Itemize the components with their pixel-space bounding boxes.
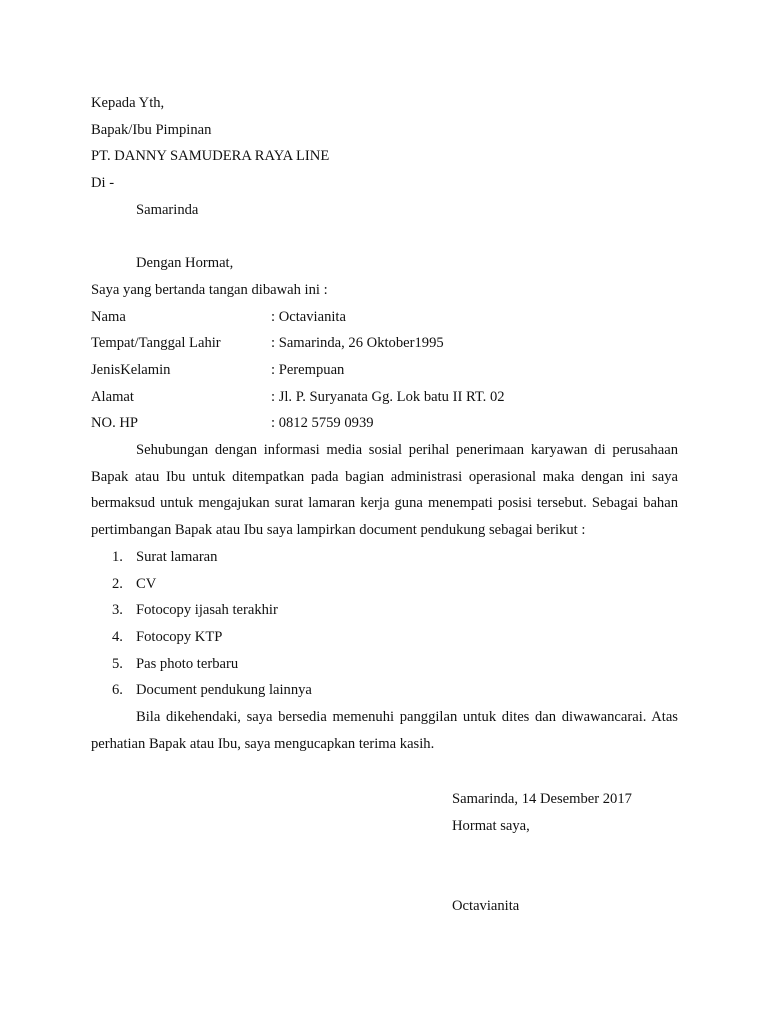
recipient-location-prefix: Di -	[91, 175, 115, 191]
field-label-birth: Tempat/Tanggal Lahir	[91, 335, 221, 351]
closing-paragraph: Bila dikehendaki, saya bersedia memenuhi panggilan untuk dites dan diwawancarai. Atas perhatian Bapak atau Ibu, saya mengucapkan terima kasih.	[91, 709, 678, 752]
signature-regards: Hormat saya,	[452, 818, 530, 834]
list-item-text: CV	[136, 575, 157, 592]
field-value-birth: : Samarinda, 26 Oktober1995	[271, 335, 444, 351]
field-value-address: : Jl. P. Suryanata Gg. Lok batu II RT. 02	[271, 389, 505, 405]
list-item-text: Document pendukung lainnya	[136, 682, 312, 699]
field-value-nama: : Octavianita	[271, 309, 346, 325]
list-item-text: Pas photo terbaru	[136, 655, 239, 672]
recipient-company: PT. DANNY SAMUDERA RAYA LINE	[91, 148, 330, 164]
list-item-number: 5.	[112, 655, 123, 672]
signature-name: Octavianita	[452, 898, 520, 914]
field-value-gender: : Perempuan	[271, 362, 345, 378]
list-item-number: 2.	[112, 575, 123, 592]
field-label-nama: Nama	[91, 309, 126, 325]
recipient-salutation: Kepada Yth,	[91, 95, 165, 111]
recipient-city: Samarinda	[136, 202, 199, 218]
field-value-phone: : 0812 5759 0939	[271, 415, 374, 431]
field-label-gender: JenisKelamin	[91, 362, 171, 378]
list-item-text: Fotocopy KTP	[136, 629, 223, 646]
recipient-title: Bapak/Ibu Pimpinan	[91, 122, 212, 138]
greeting: Dengan Hormat,	[136, 255, 234, 271]
list-item-text: Surat lamaran	[136, 549, 218, 565]
list-item-number: 6.	[112, 682, 123, 699]
body-paragraph: Sehubungan dengan informasi media sosial perihal penerimaan karyawan di perusahaan Bapak atau Ibu untuk ditempatkan pada bagian administrasi operasional maka dengan ini saya bermaksud untuk mengajukan surat lamaran kerja guna menempati posisi tersebut. Sebagai bahan pertimbangan Bapak atau Ibu saya lampirkan document pendukung sebagai berikut :	[91, 442, 678, 539]
field-label-address: Alamat	[91, 389, 134, 405]
signature-place-date: Samarinda, 14 Desember 2017	[452, 791, 632, 807]
intro-text: Saya yang bertanda tangan dibawah ini :	[91, 282, 328, 298]
field-label-phone: NO. HP	[91, 415, 139, 431]
list-item-number: 4.	[112, 629, 123, 646]
list-item-number: 3.	[112, 602, 123, 619]
list-item-text: Fotocopy ijasah terakhir	[136, 602, 278, 619]
list-item-number: 1.	[112, 549, 123, 565]
